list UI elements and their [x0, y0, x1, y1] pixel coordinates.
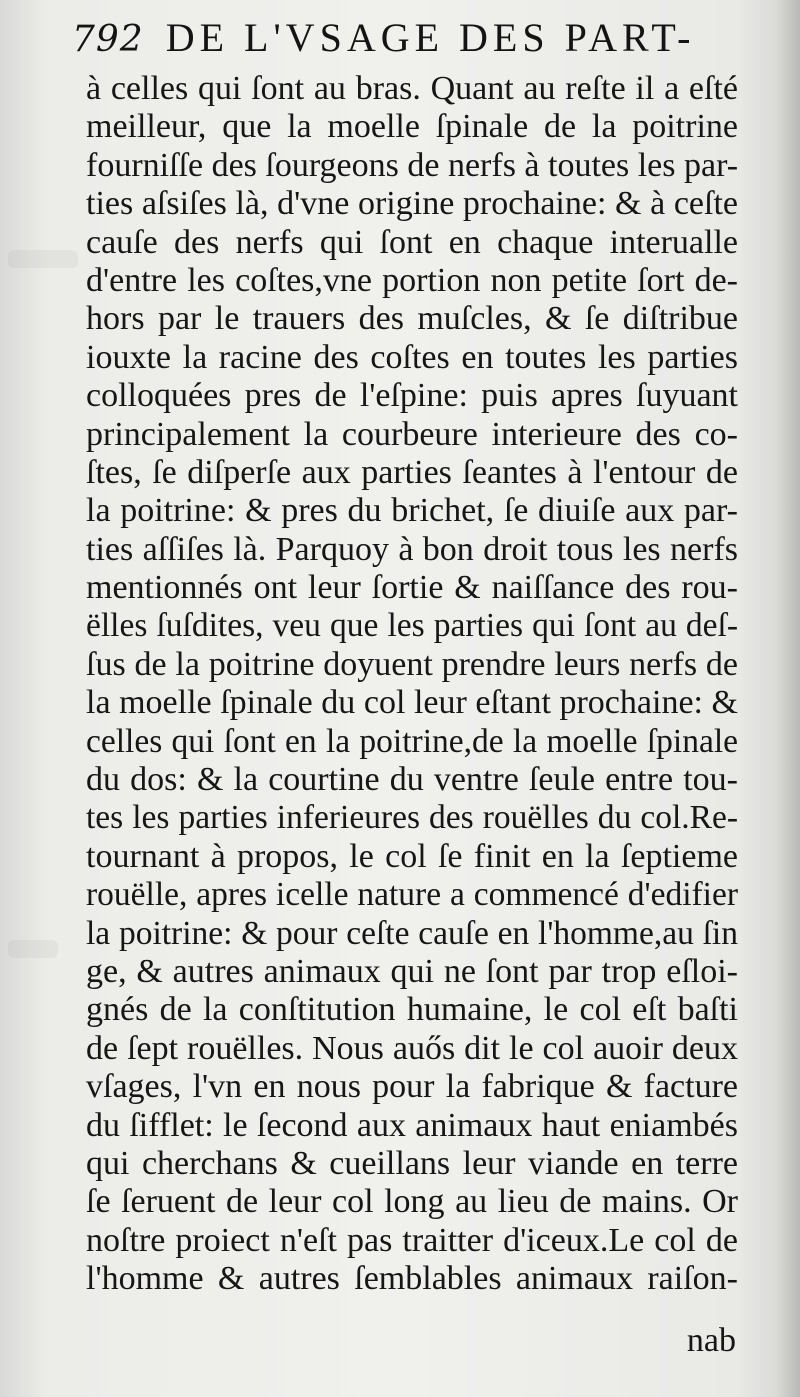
text-line: hors par le trauers des muſcles, & ſe diſtribue	[86, 300, 738, 338]
page-header	[72, 14, 762, 64]
text-line: ſus de la poitrine doyuent prendre leurs nerfs de	[86, 645, 738, 683]
text-line: ëlles ſuſdites, veu que les parties qui ſont au deſ-	[86, 607, 738, 645]
body-text	[86, 70, 738, 1299]
text-line: la poitrine: & pres du brichet, ſe diuiſe aux par-	[86, 492, 738, 530]
text-line: ge, & autres animaux qui ne ſont par trop eſloi-	[86, 952, 738, 990]
text-line: colloquées pres de l'eſpine: puis apres ſuyuant	[86, 377, 738, 415]
text-line: noſtre proiect n'eſt pas traitter d'iceux.Le col de	[86, 1221, 738, 1259]
text-line: l'homme & autres ſemblables animaux raiſon-	[86, 1260, 738, 1298]
text-line: iouxte la racine des coſtes en toutes les parties	[86, 338, 738, 376]
text-line: gnés de la conſtitution humaine, le col eſt baſti	[86, 991, 738, 1029]
text-line: mentionnés ont leur ſortie & naiſſance des rou-	[86, 569, 738, 607]
text-line: de ſept rouëlles. Nous auős dit le col auoir deux	[86, 1029, 738, 1067]
text-line: celles qui ſont en la poitrine,de la moelle ſpinale	[86, 722, 738, 760]
bleed-through-mark	[8, 250, 78, 268]
running-head: DE L'VSAGE DES PART-	[165, 15, 696, 60]
text-line: ſe ſeruent de leur col long au lieu de mains. Or	[86, 1183, 738, 1221]
text-line: la poitrine: & pour ceſte cauſe en l'homme,au ſin	[86, 914, 738, 952]
text-line: vſages, l'vn en nous pour la fabrique & facture	[86, 1068, 738, 1106]
text-line: cauſe des nerfs qui ſont en chaque interualle	[86, 223, 738, 261]
text-line: la moelle ſpinale du col leur eſtant prochaine: &	[86, 684, 738, 722]
gutter-shadow	[776, 0, 800, 1397]
text-line: tournant à propos, le col ſe finit en la ſeptieme	[86, 837, 738, 875]
bleed-through-mark	[8, 940, 58, 958]
text-line: du ſifflet: le ſecond aux animaux haut eniambés	[86, 1106, 738, 1144]
text-line: ties aſsiſes là, d'vne origine prochaine: & à ceſte	[86, 185, 738, 223]
text-line: ſtes, ſe diſperſe aux parties ſeantes à l'entour de	[86, 453, 738, 491]
text-line: du dos: & la courtine du ventre ſeule entre tou-	[86, 761, 738, 799]
text-line: tes les parties inferieures des rouëlles du col.Re-	[86, 799, 738, 837]
catchword: nab	[686, 1322, 736, 1359]
text-line: à celles qui ſont au bras. Quant au reſte il a eſté	[86, 70, 738, 107]
text-line: d'entre les coſtes,vne portion non petite ſort de-	[86, 261, 738, 299]
text-line: fourniſſe des ſourgeons de nerfs à toutes les par-	[86, 146, 739, 184]
page-number: 792	[72, 19, 144, 60]
text-line: meilleur, que la moelle ſpinale de la poitrine	[86, 108, 738, 146]
text-line: qui cherchans & cueillans leur viande en terre	[86, 1144, 738, 1182]
text-line: ties aſſiſes là. Parquoy à bon droit tous les nerfs	[86, 530, 738, 568]
text-line: principalement la courbeure interieure des co-	[86, 415, 738, 453]
text-line: rouëlle, apres icelle nature a commencé d'edifier	[86, 876, 738, 914]
